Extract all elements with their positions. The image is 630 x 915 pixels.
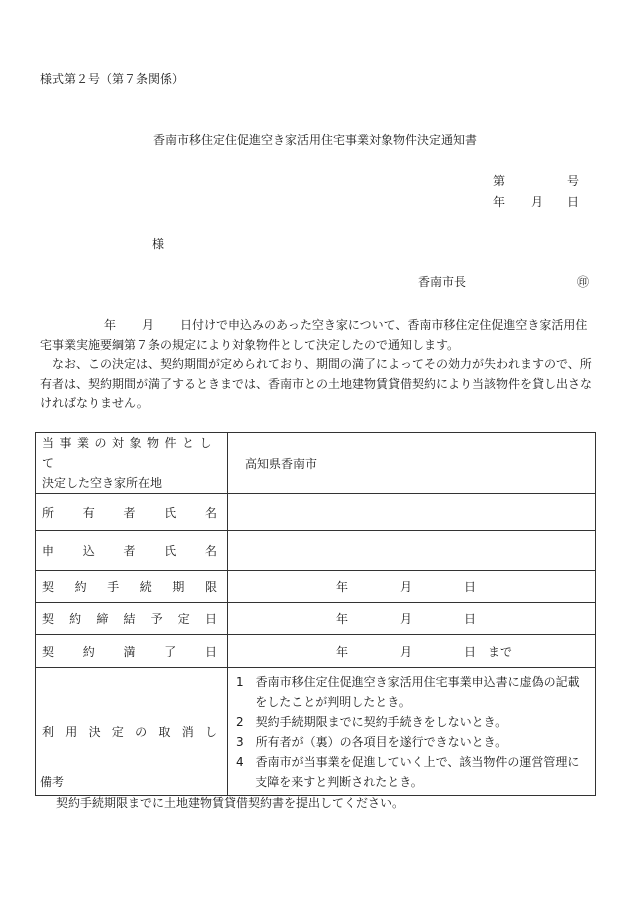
body-paragraph-2: なお、この決定は、契約期間が定められており、期間の満了によってその効力が失われますので、所有者は、契約期間が満了するときまでは、香南市との土地建物賃貸借契約により当該物件を貸し出さなければなりません。 — [40, 357, 593, 410]
expiry-year: 年 — [336, 644, 349, 659]
location-value: 高知県香南市 — [228, 433, 596, 494]
expiry-month: 月 — [400, 644, 413, 659]
cancel-label-char: 利 — [42, 725, 55, 739]
conclusion-label-char: 結 — [123, 612, 136, 626]
applicant-value — [228, 531, 596, 571]
deadline-label-char: 限 — [204, 580, 217, 594]
conclusion-value — [228, 603, 596, 635]
cancel-condition-item: 4 香南市が当事業を促進していく上で、該当物件の運営管理に支障を来すと判断されたとき。 — [236, 755, 580, 789]
row-location — [36, 433, 596, 494]
conclusion-label — [36, 603, 228, 635]
body-paragraph-1 — [40, 316, 592, 355]
document-title: 香南市移住定住促進空き家活用住宅事業対象物件決定通知書 — [152, 133, 477, 147]
expiry-day-until: 日 まで — [464, 644, 513, 659]
notice-table — [35, 432, 596, 796]
deadline-value — [228, 571, 596, 603]
notes-text: 契約手続期限までに土地建物賃貸借契約書を提出してください。 — [56, 796, 405, 810]
doc-number-dai: 第 — [493, 174, 506, 188]
applicant-label-char: 者 — [123, 544, 136, 558]
date-year: 年 — [493, 195, 506, 209]
deadline-label-char: 期 — [172, 580, 185, 594]
expiry-label-char: 契 — [42, 644, 55, 659]
conclusion-label-char: 予 — [150, 612, 163, 626]
expiry-label-char: 日 — [204, 644, 217, 659]
expiry-label-char: 了 — [164, 644, 177, 659]
body-rest: 日付けで申込みのあった空き家について、香南市移住定住促進空き家活用住宅事業実施要綱第７条の規定により対象物件として決定したので通知します。 — [40, 318, 588, 352]
deadline-label-char: 手 — [107, 580, 120, 594]
expiry-label-char: 満 — [123, 644, 136, 659]
conclusion-year: 年 — [336, 612, 349, 626]
conclusion-label-char: 日 — [204, 612, 217, 626]
owner-label-char: 有 — [82, 505, 95, 520]
row-conclusion — [36, 603, 596, 635]
date-month: 月 — [531, 195, 544, 209]
conclusion-label-char: 定 — [177, 612, 190, 626]
owner-value — [228, 494, 596, 531]
row-expiry — [36, 635, 596, 668]
cancel-label-char: の — [135, 725, 148, 739]
row-applicant — [36, 531, 596, 571]
location-label — [36, 433, 228, 494]
deadline-label-char: 続 — [139, 580, 152, 594]
conclusion-month: 月 — [400, 612, 413, 626]
sender-mayor: 香南市長 — [418, 275, 467, 289]
row-deadline — [36, 571, 596, 603]
cancel-condition-item: 3 所有者が（裏）の各項目を遂行できないとき。 — [236, 735, 508, 749]
conclusion-label-char: 約 — [69, 612, 82, 626]
conclusion-label-char: 契 — [42, 612, 55, 626]
expiry-label-char: 約 — [82, 644, 95, 659]
owner-label — [36, 494, 228, 531]
applicant-label-char: 込 — [82, 544, 95, 558]
cancel-label-char: 用 — [65, 725, 78, 739]
notice-body — [40, 316, 592, 414]
cancel-label-char: 定 — [111, 725, 124, 739]
deadline-label-char: 契 — [42, 580, 55, 594]
addressee-suffix: 様 — [152, 237, 165, 251]
applicant-label — [36, 531, 228, 571]
owner-label-char: 名 — [204, 505, 217, 520]
owner-label-char: 氏 — [164, 505, 177, 520]
seal-mark: ㊞ — [577, 275, 590, 289]
notes-heading: 備考 — [40, 775, 65, 789]
deadline-label-char: 約 — [74, 580, 87, 594]
cancel-label-char: 消 — [181, 725, 194, 739]
cancel-label-char: 取 — [158, 725, 171, 739]
location-label-line2: 決定した空き家所在地 — [42, 476, 163, 490]
conclusion-label-char: 締 — [96, 612, 109, 626]
deadline-day: 日 — [464, 580, 477, 594]
date-day: 日 — [567, 195, 580, 209]
expiry-label — [36, 635, 228, 668]
owner-label-char: 所 — [42, 505, 55, 520]
applicant-label-char: 申 — [42, 544, 55, 558]
conclusion-day: 日 — [464, 612, 477, 626]
cancel-condition-item: 1 香南市移住定住促進空き家活用住宅事業申込書に虚偽の記載をしたことが判明したとき。 — [236, 675, 580, 709]
cancel-condition-item: 2 契約手続期限までに契約手続きをしないとき。 — [236, 715, 508, 729]
owner-label-char: 者 — [123, 505, 136, 520]
form-number: 様式第２号（第７条関係） — [40, 72, 185, 86]
expiry-value — [228, 635, 596, 668]
cancellation-conditions — [228, 668, 596, 796]
row-cancellation — [36, 668, 596, 796]
body-year: 年 — [104, 318, 117, 332]
location-label-line1: 当事業の対象物件として — [42, 436, 218, 470]
applicant-label-char: 氏 — [164, 544, 177, 558]
row-owner — [36, 494, 596, 531]
cancel-label-char: し — [204, 725, 217, 739]
applicant-label-char: 名 — [204, 544, 217, 558]
deadline-month: 月 — [400, 580, 413, 594]
cancel-label-char: 決 — [88, 725, 101, 739]
doc-number-go: 号 — [567, 174, 580, 188]
deadline-label — [36, 571, 228, 603]
cancellation-label — [36, 668, 228, 796]
body-month: 月 — [142, 318, 155, 332]
deadline-year: 年 — [336, 580, 349, 594]
